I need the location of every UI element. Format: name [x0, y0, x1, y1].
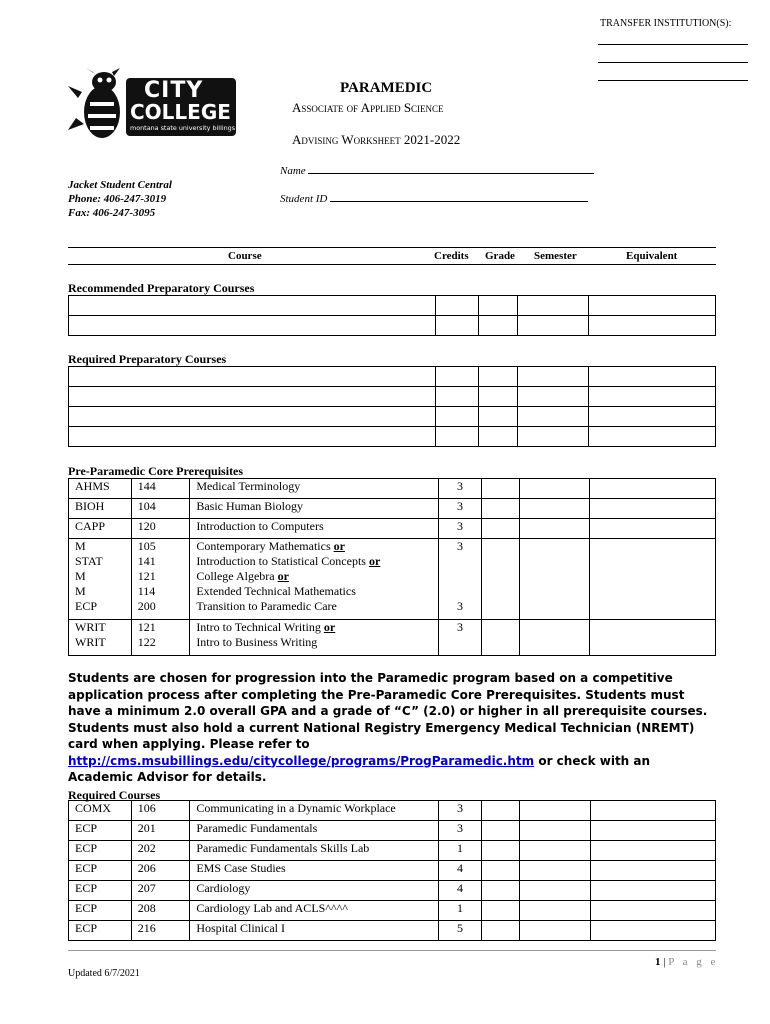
- section-required-courses: Required Courses: [68, 788, 161, 802]
- logo-subtext: montana state university billings: [130, 124, 236, 132]
- course-title[interactable]: Cardiology Lab and ACLS^^^^: [190, 901, 439, 921]
- student-id-field[interactable]: [280, 192, 588, 205]
- table-row: [69, 407, 716, 427]
- table-row: [69, 881, 716, 901]
- column-credits: Credits: [434, 250, 469, 262]
- or-label: or: [333, 539, 345, 553]
- table-row: [69, 387, 716, 407]
- updated-date: Updated 6/7/2021: [68, 968, 140, 979]
- course-prefix[interactable]: COMX: [69, 801, 132, 821]
- transfer-institutions-label: TRANSFER INSTITUTION(S):: [600, 18, 732, 29]
- page-number: 1 | P a g e: [655, 956, 719, 968]
- student-id-underline[interactable]: [330, 192, 588, 202]
- required-prep-table: [68, 366, 716, 447]
- column-semester: Semester: [534, 250, 577, 262]
- column-grade: Grade: [485, 250, 515, 262]
- table-row: [69, 921, 716, 941]
- course-number[interactable]: 121 122: [131, 620, 190, 656]
- course-prefix[interactable]: ECP: [69, 861, 132, 881]
- program-link[interactable]: http://cms.msubillings.edu/citycollege/programs/ProgParamedic.htm: [68, 753, 535, 768]
- or-label: or: [277, 569, 289, 583]
- section-recommended-prep: Recommended Preparatory Courses: [68, 281, 255, 295]
- course-title[interactable]: Communicating in a Dynamic Workplace: [190, 801, 439, 821]
- course-title[interactable]: Contemporary Mathematics or Introduction to Statistical Concepts or College Algebra or Extended Technical Mathematics Transition to Paramedic Care: [190, 539, 439, 620]
- worksheet-title: Advising Worksheet 2021-2022: [292, 132, 461, 147]
- course-prefix[interactable]: WRIT WRIT: [69, 620, 132, 656]
- logo-college-text: COLLEGE: [130, 100, 231, 124]
- course-number[interactable]: 104: [131, 499, 190, 519]
- course-prefix[interactable]: CAPP: [69, 519, 132, 539]
- course-credits[interactable]: 4: [439, 861, 482, 881]
- course-prefix[interactable]: M STAT M M ECP: [69, 539, 132, 620]
- course-credits[interactable]: 1: [439, 901, 482, 921]
- prerequisites-table: [68, 478, 716, 656]
- course-title[interactable]: Paramedic Fundamentals Skills Lab: [190, 841, 439, 861]
- recommended-prep-table: [68, 295, 716, 336]
- page-label: P a g e: [668, 956, 719, 968]
- course-credits[interactable]: 3: [439, 821, 482, 841]
- course-title[interactable]: EMS Case Studies: [190, 861, 439, 881]
- course-credits[interactable]: 3: [439, 479, 482, 499]
- transfer-line-1: [598, 44, 748, 45]
- paragraph-text-end: or check with an Academic Advisor for details.: [68, 753, 651, 784]
- section-required-prep: Required Preparatory Courses: [68, 352, 227, 366]
- course-prefix[interactable]: ECP: [69, 901, 132, 921]
- logo-city-text: CITY: [144, 78, 204, 103]
- table-row: [69, 901, 716, 921]
- course-credits[interactable]: 3: [439, 499, 482, 519]
- course-credits[interactable]: 3: [439, 801, 482, 821]
- course-prefix[interactable]: ECP: [69, 921, 132, 941]
- course-credits[interactable]: 5: [439, 921, 482, 941]
- course-prefix[interactable]: AHMS: [69, 479, 132, 499]
- table-row: [69, 801, 716, 821]
- course-title[interactable]: Basic Human Biology: [190, 499, 439, 519]
- course-credits[interactable]: 3: [439, 519, 482, 539]
- or-label: or: [368, 554, 381, 568]
- column-course: Course: [228, 250, 262, 262]
- table-row: [69, 499, 716, 519]
- table-row: [69, 367, 716, 387]
- course-prefix[interactable]: BIOH: [69, 499, 132, 519]
- section-prerequisites: Pre-Paramedic Core Prerequisites: [68, 464, 244, 478]
- course-title[interactable]: Cardiology: [190, 881, 439, 901]
- or-label: or: [323, 620, 336, 634]
- course-prefix[interactable]: ECP: [69, 841, 132, 861]
- table-row: [69, 519, 716, 539]
- course-prefix[interactable]: ECP: [69, 881, 132, 901]
- course-number[interactable]: 208: [131, 901, 190, 921]
- required-courses-table: [68, 800, 716, 941]
- footer-rule: [68, 950, 716, 951]
- transfer-line-3: [598, 80, 748, 81]
- course-number[interactable]: 144: [131, 479, 190, 499]
- student-id-label: Student ID: [280, 193, 328, 205]
- course-number[interactable]: 216: [131, 921, 190, 941]
- course-number[interactable]: 201: [131, 821, 190, 841]
- column-header-top-rule: [68, 247, 716, 248]
- admission-paragraph: [68, 670, 718, 786]
- contact-info: [68, 178, 172, 220]
- course-prefix[interactable]: ECP: [69, 821, 132, 841]
- program-title: PARAMEDIC: [340, 80, 433, 96]
- course-number[interactable]: 206: [131, 861, 190, 881]
- course-credits[interactable]: 3: [439, 620, 482, 656]
- course-title[interactable]: Intro to Technical Writing or Intro to Business Writing: [190, 620, 439, 656]
- table-row: [69, 479, 716, 499]
- page-number-value: 1: [655, 956, 661, 968]
- course-number[interactable]: 207: [131, 881, 190, 901]
- course-credits[interactable]: 1: [439, 841, 482, 861]
- course-title[interactable]: Paramedic Fundamentals: [190, 821, 439, 841]
- table-row: [69, 296, 716, 316]
- table-row: [69, 861, 716, 881]
- column-equivalent: Equivalent: [626, 250, 678, 262]
- table-row: [69, 821, 716, 841]
- course-title[interactable]: Introduction to Computers: [190, 519, 439, 539]
- course-title[interactable]: Medical Terminology: [190, 479, 439, 499]
- table-row: [69, 427, 716, 447]
- course-number[interactable]: 106: [131, 801, 190, 821]
- table-row: [69, 620, 716, 656]
- course-credits[interactable]: 3 3: [439, 539, 482, 620]
- course-credits[interactable]: 4: [439, 881, 482, 901]
- name-field[interactable]: [280, 164, 594, 177]
- course-number[interactable]: 105 141 121 114 200: [131, 539, 190, 620]
- transfer-line-2: [598, 62, 748, 63]
- name-label: Name: [280, 165, 306, 177]
- course-number[interactable]: 120: [131, 519, 190, 539]
- degree-title: Associate of Applied Science: [292, 100, 444, 115]
- contact-phone: Phone: 406-247-3019: [68, 193, 167, 205]
- city-college-logo: [68, 68, 240, 150]
- column-header-bottom-rule: [68, 264, 716, 265]
- course-title[interactable]: Hospital Clinical I: [190, 921, 439, 941]
- table-row: [69, 316, 716, 336]
- name-underline[interactable]: [308, 164, 594, 174]
- table-row: [69, 539, 716, 620]
- table-row: [69, 841, 716, 861]
- paragraph-text: Students are chosen for progression into the Paramedic program based on a competitive application process after completing the Pre-Paramedic Core Prerequisites. Students must have a minimum 2.0 overall GPA and a grade of “C” (2.0) or higher in all prerequisite courses. Students must also hold a current National Registry Emergency Medical Technician (NREMT) card when applying. Please refer to: [68, 671, 708, 751]
- course-number[interactable]: 202: [131, 841, 190, 861]
- contact-fax: Fax: 406-247-3095: [68, 207, 156, 219]
- contact-office: Jacket Student Central: [68, 179, 172, 191]
